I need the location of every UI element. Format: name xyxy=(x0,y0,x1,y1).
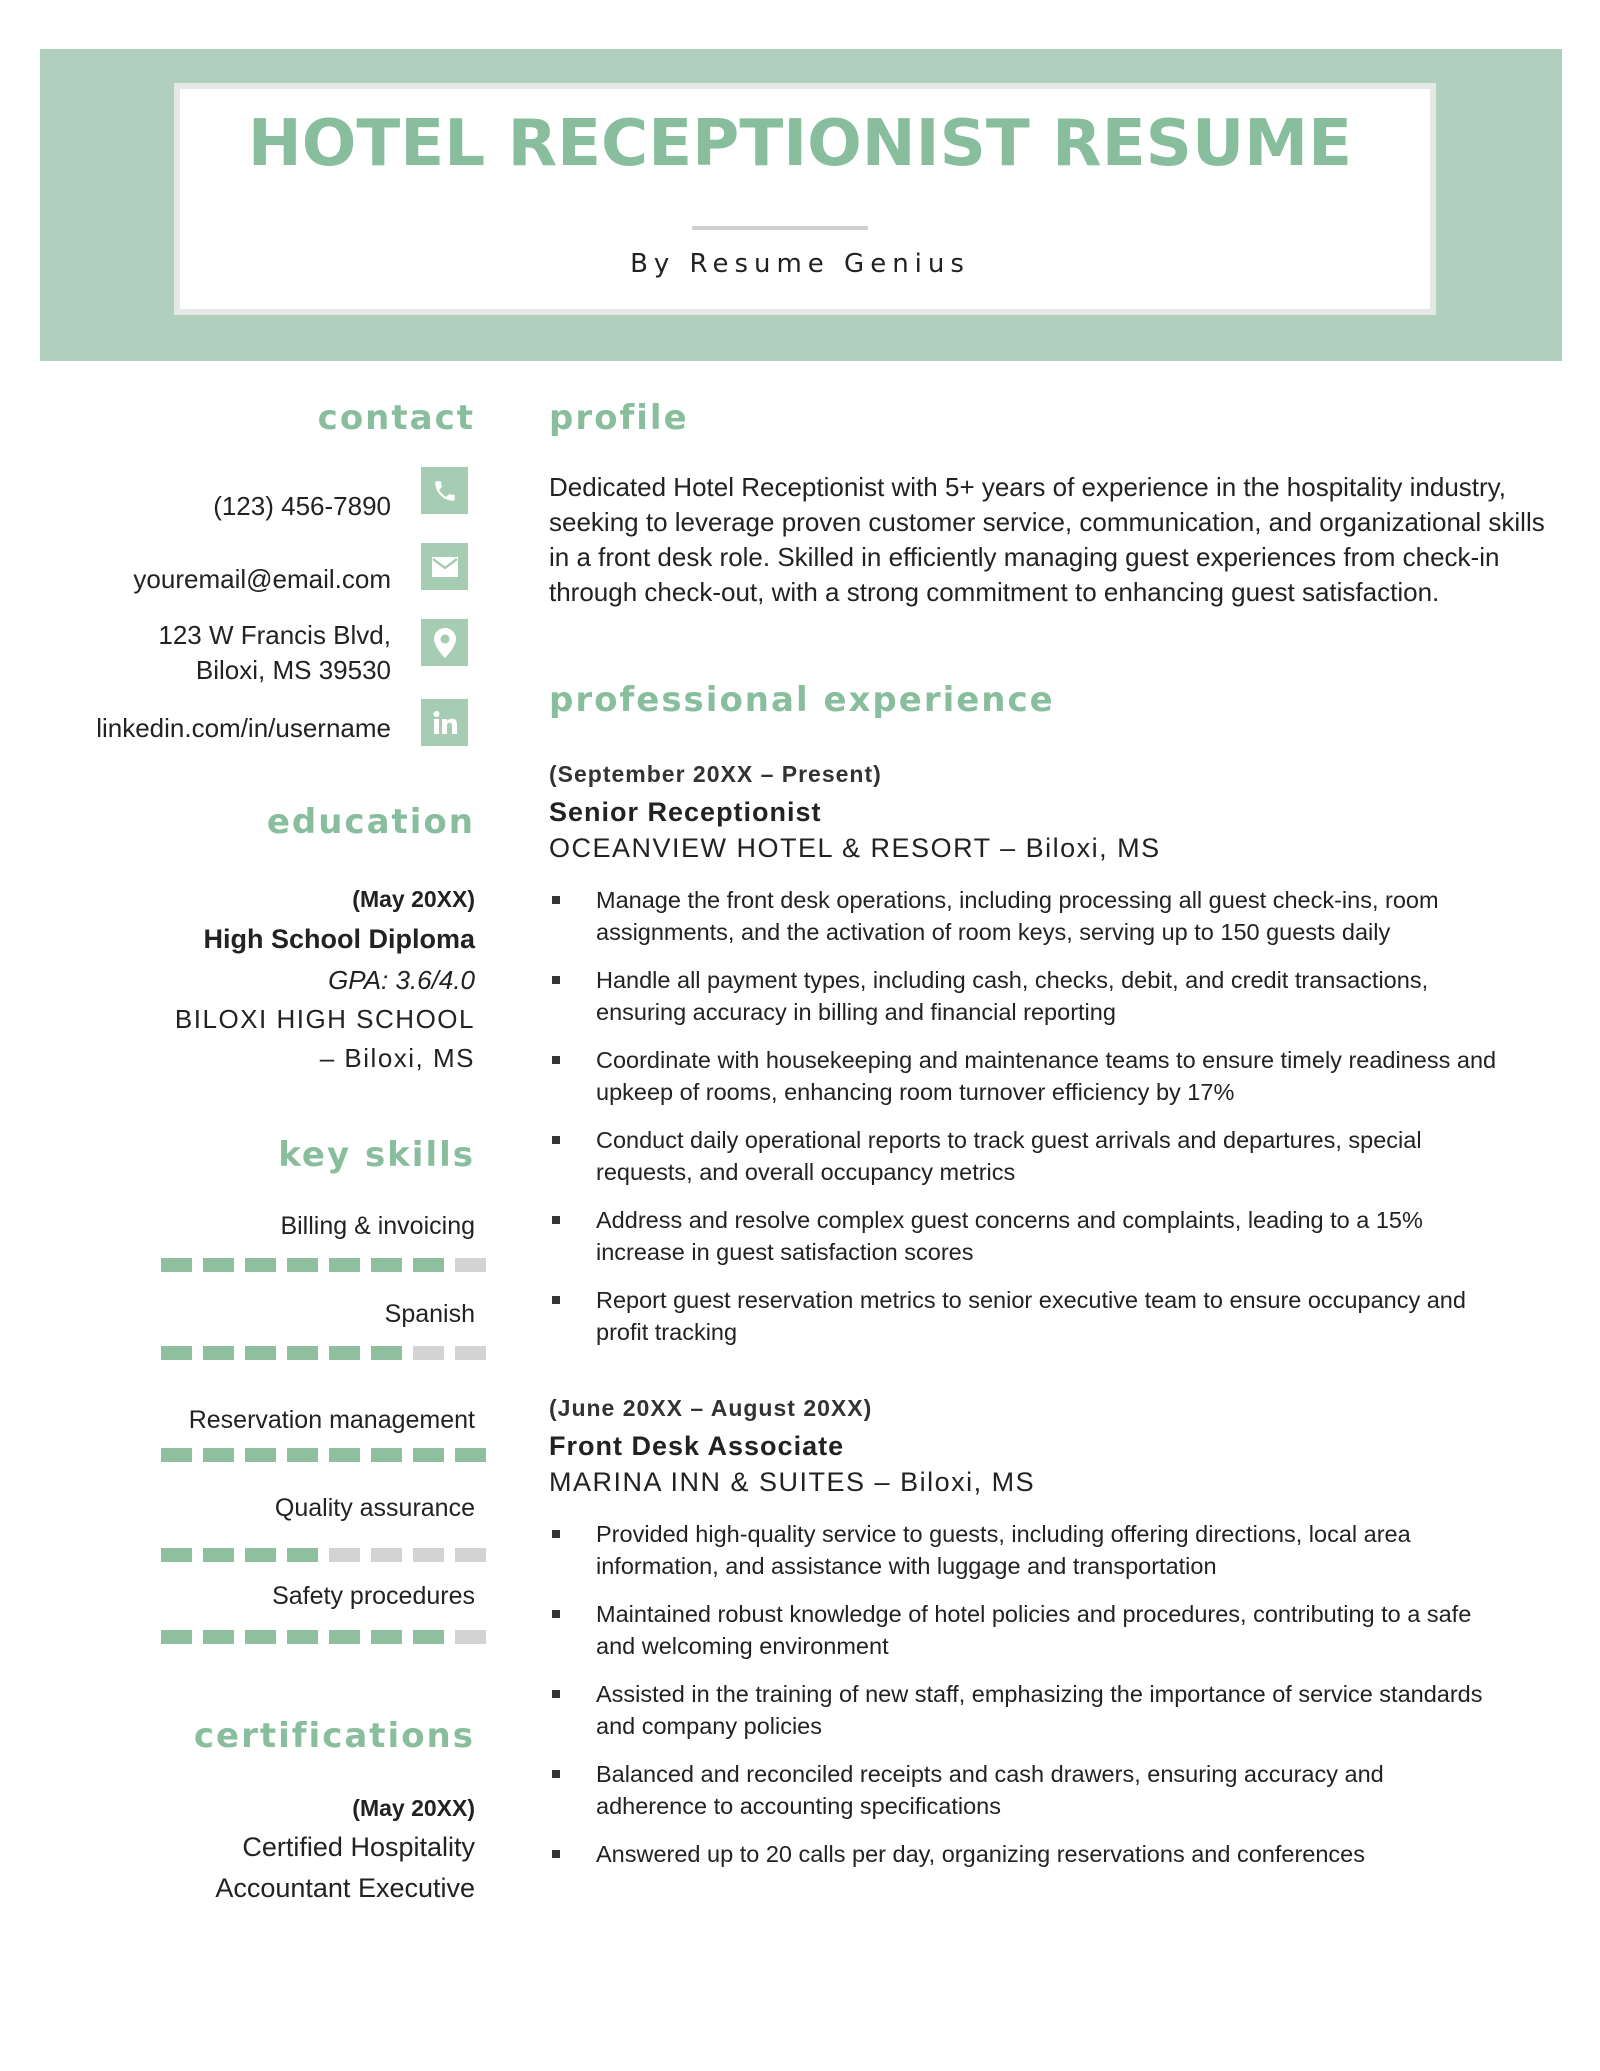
skill-segment xyxy=(203,1548,234,1562)
job-bullet-item xyxy=(549,884,1499,948)
skill-label: Quality assurance xyxy=(274,1494,475,1522)
contact-heading: contact xyxy=(317,398,475,438)
skill-segment xyxy=(245,1448,276,1462)
skill-segment xyxy=(413,1258,444,1272)
skill-segment xyxy=(287,1346,318,1360)
bullet-marker xyxy=(552,1216,560,1224)
skill-segment xyxy=(161,1258,192,1272)
bullet-marker xyxy=(552,1056,560,1064)
skill-segment xyxy=(329,1258,360,1272)
job-bullet-text: Conduct daily operational reports to track guest arrivals and departures, special requests, and overall occupancy metrics xyxy=(596,1127,1422,1185)
skill-segment xyxy=(413,1548,444,1562)
skill-level-bar xyxy=(161,1548,491,1562)
profile-summary: Dedicated Hotel Receptionist with 5+ years of experience in the hospitality industry, seeking to leverage proven customer service, communication, and organizational skills in a front desk role. Skilled in efficiently managing guest experiences from check-in through check-out, with a strong commitment to enhancing guest satisfaction. xyxy=(549,472,1545,607)
job-dates: (September 20XX – Present) xyxy=(549,761,882,787)
email-icon xyxy=(421,543,468,590)
bullet-marker xyxy=(552,976,560,984)
job-bullets xyxy=(549,884,1499,1364)
skill-segment xyxy=(245,1258,276,1272)
skill-level-bar xyxy=(161,1448,491,1462)
job-bullet-item xyxy=(549,1678,1499,1742)
education-gpa: GPA: 3.6/4.0 xyxy=(328,965,475,995)
experience-heading: professional experience xyxy=(549,680,1055,720)
skill-segment xyxy=(161,1548,192,1562)
skill-segment xyxy=(245,1548,276,1562)
job-bullet-item xyxy=(549,1124,1499,1188)
skill-segment xyxy=(329,1346,360,1360)
skill-segment xyxy=(161,1346,192,1360)
bullet-marker xyxy=(552,1610,560,1618)
skill-segment xyxy=(413,1448,444,1462)
job-bullet-text: Balanced and reconciled receipts and cash drawers, ensuring accuracy and adherence to accounting specifications xyxy=(596,1761,1384,1819)
job-bullet-item xyxy=(549,1204,1499,1268)
education-school: BILOXI HIGH SCHOOL xyxy=(174,1004,475,1034)
job-bullet-text: Maintained robust knowledge of hotel policies and procedures, contributing to a safe and welcoming environment xyxy=(596,1601,1472,1659)
skill-label: Billing & invoicing xyxy=(280,1212,475,1240)
contact-phone[interactable]: (123) 456-7890 xyxy=(213,491,391,521)
skill-segment xyxy=(371,1346,402,1360)
contact-address-line2: Biloxi, MS 39530 xyxy=(195,655,391,685)
skill-segment xyxy=(203,1630,234,1644)
job-bullet-text: Answered up to 20 calls per day, organizing reservations and conferences xyxy=(596,1841,1365,1867)
job-bullet-text: Provided high-quality service to guests, including offering directions, local area information, and assistance with luggage and transportation xyxy=(596,1521,1411,1579)
bullet-marker xyxy=(552,896,560,904)
education-degree: High School Diploma xyxy=(203,924,475,954)
skill-segment xyxy=(329,1548,360,1562)
skills-heading: key skills xyxy=(278,1135,475,1175)
education-location: – Biloxi, MS xyxy=(319,1043,475,1073)
job-bullet-text: Manage the front desk operations, including processing all guest check-ins, room assignments, and the activation of room keys, serving up to 150 guests daily xyxy=(596,887,1439,945)
certification-name-line2: Accountant Executive xyxy=(215,1873,475,1903)
job-bullet-item xyxy=(549,1044,1499,1108)
job-bullet-item xyxy=(549,1284,1499,1348)
title-divider xyxy=(692,226,868,230)
job-bullet-text: Coordinate with housekeeping and maintenance teams to ensure timely readiness and upkeep of rooms, enhancing room turnover efficiency by 17% xyxy=(596,1047,1497,1105)
skill-level-bar xyxy=(161,1258,491,1272)
job-company: MARINA INN & SUITES – Biloxi, MS xyxy=(549,1467,1036,1497)
skill-segment xyxy=(371,1258,402,1272)
bullet-marker xyxy=(552,1770,560,1778)
bullet-marker xyxy=(552,1690,560,1698)
certifications-heading: certifications xyxy=(193,1716,475,1756)
education-heading: education xyxy=(266,802,475,842)
contact-address-line1: 123 W Francis Blvd, xyxy=(158,620,391,650)
skill-segment xyxy=(329,1630,360,1644)
skill-segment xyxy=(371,1448,402,1462)
skill-segment xyxy=(287,1630,318,1644)
skill-segment xyxy=(371,1548,402,1562)
job-bullet-text: Address and resolve complex guest concerns and complaints, leading to a 15% increase in guest satisfaction scores xyxy=(596,1207,1423,1265)
skill-segment xyxy=(287,1258,318,1272)
phone-icon xyxy=(421,467,468,514)
contact-email[interactable]: youremail@email.com xyxy=(133,564,391,594)
job-title: Senior Receptionist xyxy=(549,797,822,827)
skill-segment xyxy=(455,1346,486,1360)
skill-segment xyxy=(287,1548,318,1562)
skill-segment xyxy=(455,1258,486,1272)
certification-date: (May 20XX) xyxy=(352,1795,475,1821)
byline: By Resume Genius xyxy=(630,249,970,279)
job-company: OCEANVIEW HOTEL & RESORT – Biloxi, MS xyxy=(549,833,1161,863)
job-title: Front Desk Associate xyxy=(549,1431,845,1461)
certification-name-line1: Certified Hospitality xyxy=(242,1832,475,1862)
job-bullet-item xyxy=(549,1598,1499,1662)
skill-level-bar xyxy=(161,1630,491,1644)
job-bullet-text: Assisted in the training of new staff, emphasizing the importance of service standards and company policies xyxy=(596,1681,1483,1739)
skill-segment xyxy=(455,1548,486,1562)
job-bullet-item xyxy=(549,964,1499,1028)
skill-segment xyxy=(203,1448,234,1462)
job-dates: (June 20XX – August 20XX) xyxy=(549,1395,873,1421)
skill-level-bar xyxy=(161,1346,491,1360)
linkedin-icon xyxy=(421,699,468,746)
skill-segment xyxy=(161,1630,192,1644)
bullet-marker xyxy=(552,1530,560,1538)
bullet-marker xyxy=(552,1296,560,1304)
skill-segment xyxy=(413,1630,444,1644)
skill-segment xyxy=(371,1630,402,1644)
skill-label: Safety procedures xyxy=(272,1582,475,1610)
skill-segment xyxy=(161,1448,192,1462)
contact-linkedin[interactable]: linkedin.com/in/username xyxy=(96,713,391,743)
bullet-marker xyxy=(552,1136,560,1144)
bullet-marker xyxy=(552,1850,560,1858)
job-bullet-text: Report guest reservation metrics to senior executive team to ensure occupancy and profit tracking xyxy=(596,1287,1466,1345)
skill-segment xyxy=(245,1630,276,1644)
skill-segment xyxy=(287,1448,318,1462)
job-bullet-item xyxy=(549,1758,1499,1822)
skill-segment xyxy=(245,1346,276,1360)
resume-title: HOTEL RECEPTIONIST RESUME xyxy=(247,107,1353,181)
location-icon xyxy=(421,619,468,666)
education-date: (May 20XX) xyxy=(352,886,475,912)
job-bullet-text: Handle all payment types, including cash, checks, debit, and credit transactions, ensuring accuracy in billing and financial reporting xyxy=(596,967,1429,1025)
profile-heading: profile xyxy=(549,398,689,438)
skill-segment xyxy=(329,1448,360,1462)
job-bullet-item xyxy=(549,1518,1499,1582)
skill-segment xyxy=(455,1448,486,1462)
skill-segment xyxy=(203,1258,234,1272)
job-bullets xyxy=(549,1518,1499,1886)
skill-label: Reservation management xyxy=(188,1406,475,1434)
job-bullet-item xyxy=(549,1838,1499,1870)
skill-segment xyxy=(413,1346,444,1360)
skill-segment xyxy=(203,1346,234,1360)
skill-segment xyxy=(455,1630,486,1644)
skill-label: Spanish xyxy=(384,1300,475,1328)
